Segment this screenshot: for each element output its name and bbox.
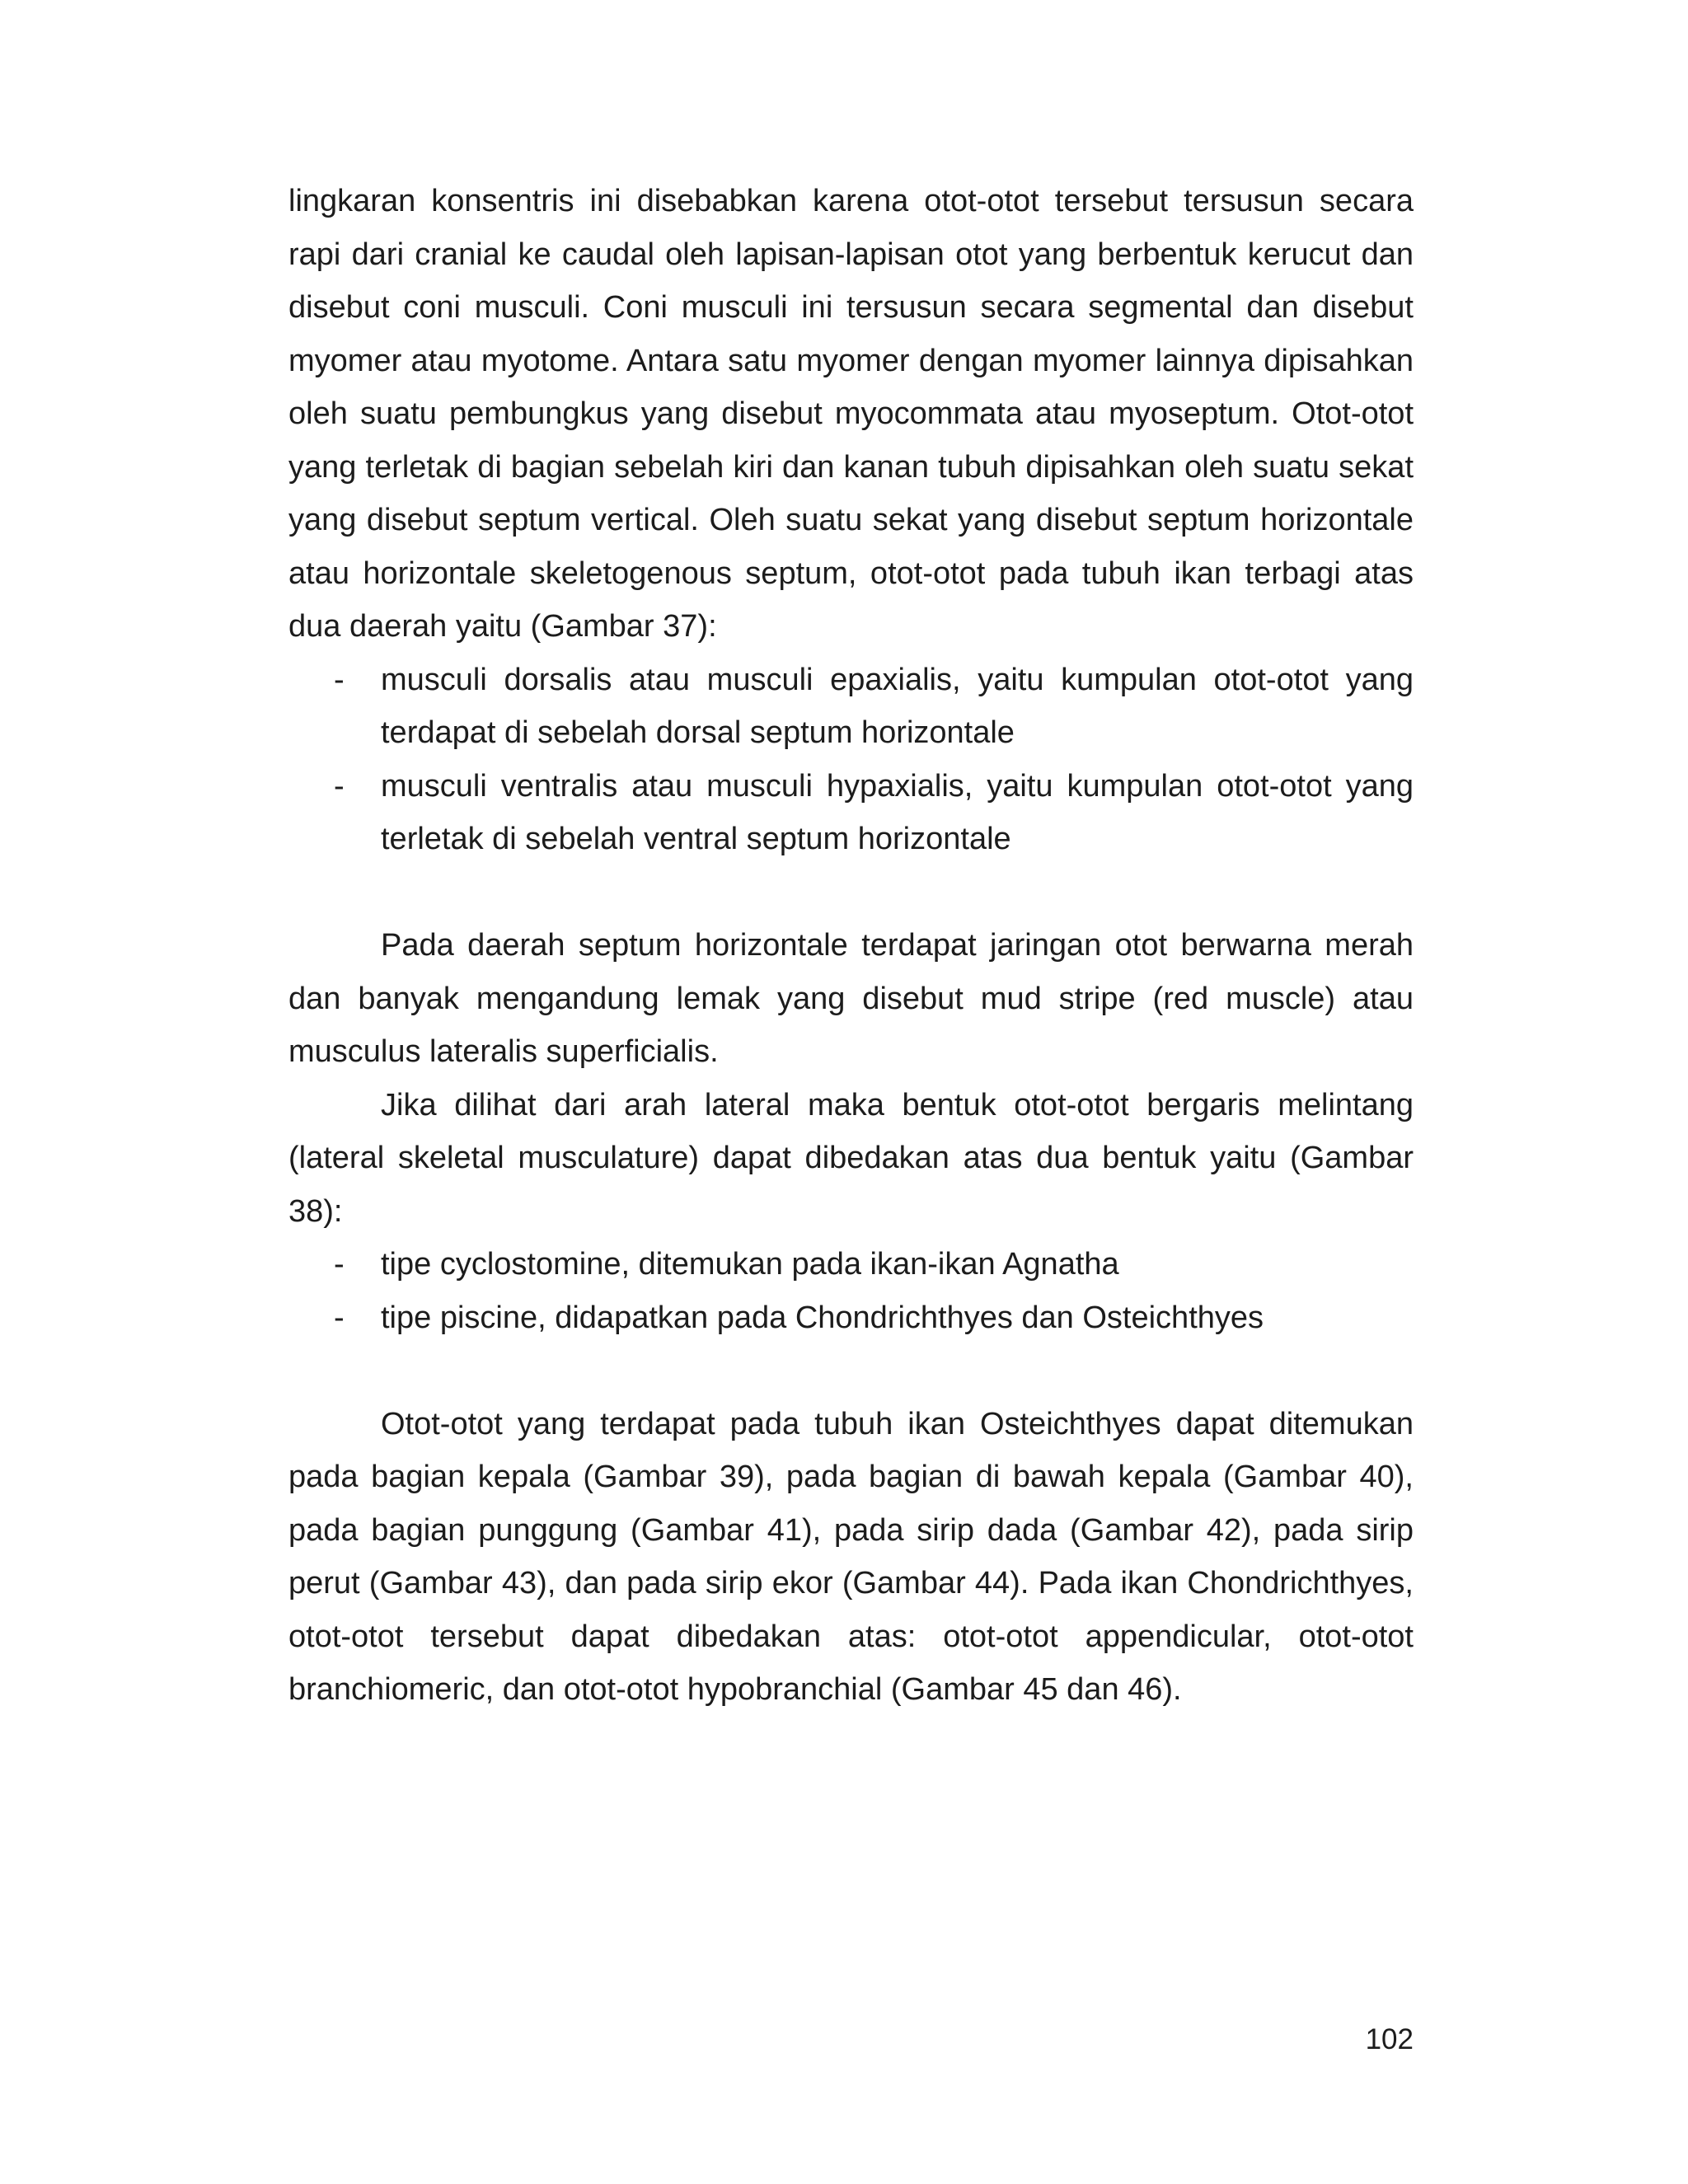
paragraph-lateral-view: Jika dilihat dari arah lateral maka bentuk otot-otot bergaris melintang (lateral skeletal musculature) dapat dibedakan atas dua bentuk yaitu (Gambar 38): [288, 1087, 1414, 1229]
page-body [288, 175, 1414, 1717]
list-item-text: musculi ventralis atau musculi hypaxialis, yaitu kumpulan otot-otot yang terletak di sebelah ventral septum horizontale [381, 768, 1414, 856]
list-item-text: tipe piscine, didapatkan pada Chondrichthyes dan Osteichthyes [381, 1300, 1264, 1335]
paragraph-spacer [288, 866, 1414, 920]
list-bullet: - [334, 662, 345, 697]
list-item [288, 760, 1414, 866]
list-bullet: - [334, 1247, 345, 1282]
list-item-text: musculi dorsalis atau musculi epaxialis, yaitu kumpulan otot-otot yang terdapat di sebelah dorsal septum horizontale [381, 662, 1414, 750]
paragraph-fish-muscles: Otot-otot yang terdapat pada tubuh ikan Osteichthyes dapat ditemukan pada bagian kepala (Gambar 39), pada bagian di bawah kepala (Gambar 40), pada bagian punggung (Gambar 41), pada sirip dada (Gambar 42), pada sirip perut (Gambar 43), dan pada sirip ekor (Gambar 44). Pada ikan Chondrichthyes, otot-otot tersebut dapat dibedakan atas: otot-otot appendicular, otot-otot branchiomeric, dan otot-otot hypobranchial (Gambar 45 dan 46). [288, 1406, 1414, 1707]
list-bullet: - [334, 1300, 345, 1335]
list-item [288, 654, 1414, 760]
paragraph-muscle-structure: lingkaran konsentris ini disebabkan karena otot-otot tersebut tersusun secara rapi dari cranial ke caudal oleh lapisan-lapisan otot yang berbentuk kerucut dan disebut coni musculi. Coni musculi ini tersusun secara segmental dan disebut myomer atau myotome. Antara satu myomer dengan myomer lainnya dipisahkan oleh suatu pembungkus yang disebut myocommata atau myoseptum. Otot-otot yang terletak di bagian sebelah kiri dan kanan tubuh dipisahkan oleh suatu sekat yang disebut septum vertical. Oleh suatu sekat yang disebut septum horizontale atau horizontale skeletogenous septum, otot-otot pada tubuh ikan terbagi atas dua daerah yaitu (Gambar 37): [288, 184, 1414, 644]
list-item [288, 1238, 1414, 1291]
list-bullet: - [334, 768, 345, 804]
muscle-region-list [288, 654, 1414, 866]
musculature-type-list [288, 1238, 1414, 1344]
list-item [288, 1291, 1414, 1345]
paragraph-red-muscle: Pada daerah septum horizontale terdapat jaringan otot berwarna merah dan banyak mengandung lemak yang disebut mud stripe (red muscle) atau musculus lateralis superficialis. [288, 928, 1414, 1069]
paragraph-spacer [288, 1344, 1414, 1398]
page-number: 102 [1365, 2023, 1414, 2055]
list-item-text: tipe cyclostomine, ditemukan pada ikan-ikan Agnatha [381, 1247, 1119, 1282]
